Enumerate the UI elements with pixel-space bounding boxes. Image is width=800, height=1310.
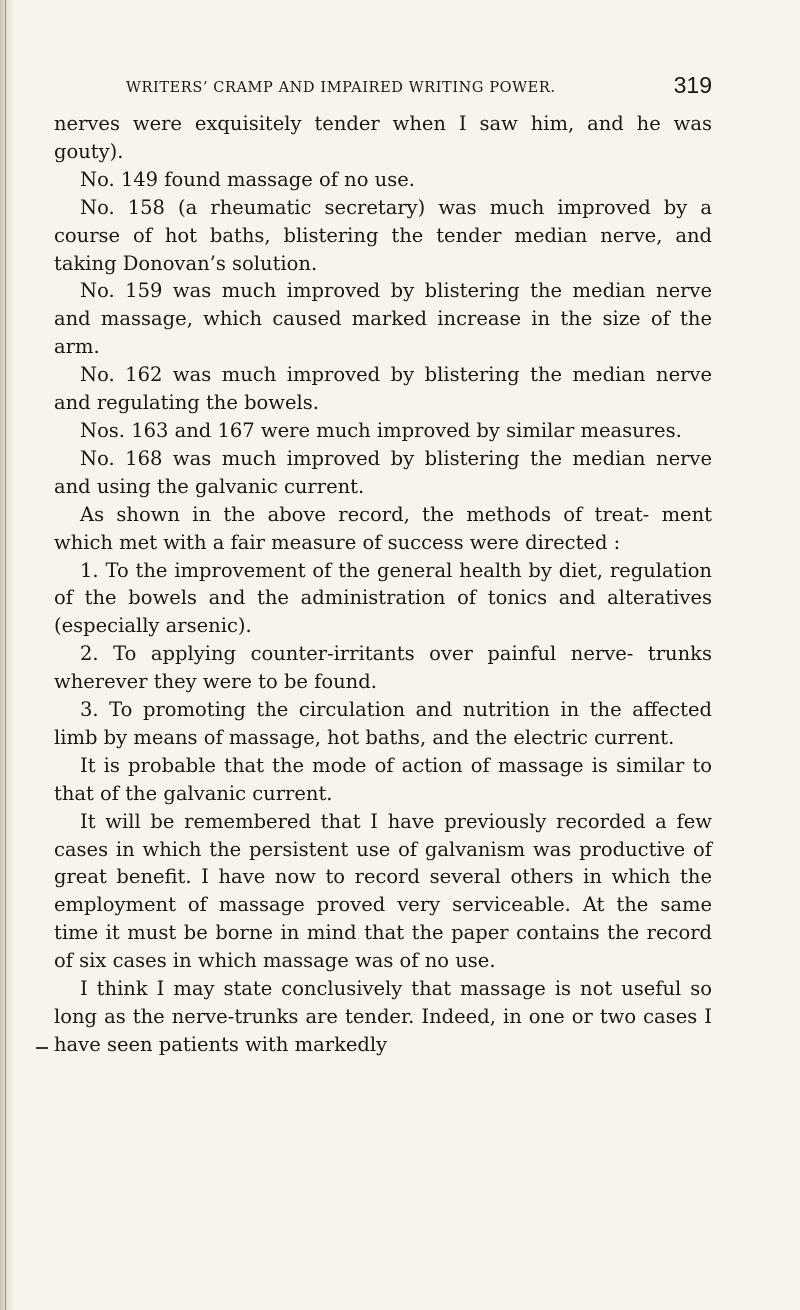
paragraph-massage-action: It is probable that the mode of action of massage is similar to that of the galvanic current.	[54, 753, 712, 805]
running-head	[54, 68, 712, 108]
page-number: 319	[673, 72, 712, 98]
paragraph-conclusion: I think I may state conclusively that massage is not useful so long as the nerve-trunks are tender. Indeed, in one or two cases I have seen patients with markedly	[54, 977, 712, 1056]
body-text	[54, 110, 712, 1059]
margin-mark	[36, 1047, 48, 1049]
paragraph-case-159: No. 159 was much improved by blistering the median nerve and massage, which caused marked increase in the size of the arm.	[54, 279, 712, 359]
list-item-3: 3. To promoting the circulation and nutrition in the affected limb by means of massage, hot baths, and the electric current.	[54, 698, 712, 749]
paragraph-case-149: No. 149 found massage of no use.	[80, 167, 415, 191]
list-item-1: 1. To the improvement of the general health by diet, regulation of the bowels and the administration of tonics and alteratives (especially arsenic).	[54, 558, 712, 638]
paragraph-cases-163-167: Nos. 163 and 167 were much improved by similar measures.	[80, 418, 682, 442]
list-item-2: 2. To applying counter-irritants over painful nerve- trunks wherever they were to be found.	[54, 642, 712, 694]
page-gutter	[0, 0, 14, 1310]
paragraph-methods-intro: As shown in the above record, the methods of treat- ment which met with a fair measure of success were directed :	[54, 502, 712, 554]
paragraph-case-162: No. 162 was much improved by blistering the median nerve and regulating the bowels.	[54, 363, 712, 415]
paragraph-case-168: No. 168 was much improved by blistering the median nerve and using the galvanic current.	[54, 446, 712, 498]
paragraph-continued: nerves were exquisitely tender when I saw him, and he was gouty).	[54, 112, 712, 163]
gutter-edge-line	[5, 0, 6, 1310]
paragraph-case-158: No. 158 (a rheumatic secretary) was much improved by a course of hot baths, blistering the tender median nerve, and taking Donovan’s solution.	[54, 195, 712, 275]
paragraph-galvanism: It will be remembered that I have previously recorded a few cases in which the persistent use of galvanism was productive of great benefit. I have now to record several others in which the employment of massage proved very serviceable. At the same time it must be borne in mind that the paper contains the record of six cases in which massage was of no use.	[54, 809, 712, 973]
running-head-title: WRITERS’ CRAMP AND IMPAIRED WRITING POWER.	[126, 80, 556, 96]
book-page	[54, 68, 712, 1059]
